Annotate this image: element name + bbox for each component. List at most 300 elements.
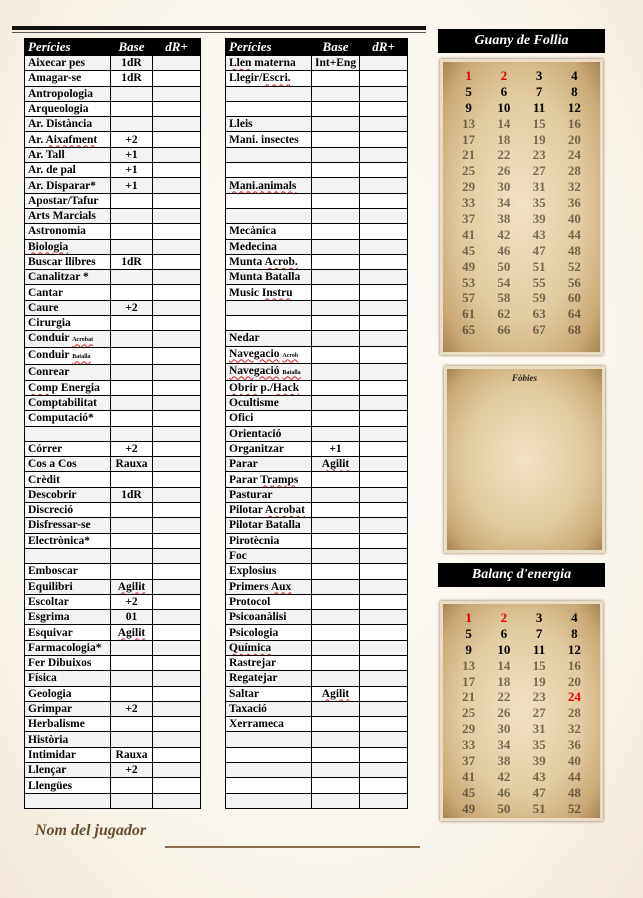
energy-box-3[interactable]: 3 — [535, 610, 543, 625]
skill-dr[interactable] — [153, 101, 201, 116]
sanity-box-5[interactable]: 5 — [465, 83, 472, 99]
energy-box-11[interactable]: 11 — [532, 641, 546, 657]
skill-base[interactable] — [312, 178, 360, 193]
skill-base[interactable] — [111, 426, 153, 441]
skill-dr[interactable] — [360, 518, 408, 533]
sanity-box-48[interactable]: 48 — [567, 242, 581, 258]
skill-base[interactable] — [312, 132, 360, 147]
energy-box-34[interactable]: 34 — [497, 737, 511, 753]
sanity-box-39[interactable]: 39 — [532, 211, 546, 227]
skill-base[interactable] — [312, 101, 360, 116]
skill-dr[interactable] — [153, 732, 201, 747]
energy-box-1[interactable]: 1 — [465, 610, 472, 625]
energy-box-24[interactable]: 24 — [567, 689, 581, 705]
sanity-box-59[interactable]: 59 — [532, 290, 546, 306]
energy-box-51[interactable]: 51 — [532, 800, 546, 816]
skill-base[interactable]: +1 — [111, 178, 153, 193]
skill-dr[interactable] — [153, 395, 201, 410]
skill-dr[interactable] — [153, 132, 201, 147]
skill-base[interactable] — [312, 763, 360, 778]
skill-base[interactable] — [312, 518, 360, 533]
skill-base[interactable] — [111, 380, 153, 395]
sanity-box-67[interactable]: 67 — [532, 322, 546, 338]
skill-dr[interactable] — [360, 732, 408, 747]
skill-dr[interactable] — [153, 380, 201, 395]
skill-dr[interactable] — [360, 793, 408, 808]
skill-base[interactable] — [312, 254, 360, 269]
skill-dr[interactable] — [360, 487, 408, 502]
skill-dr[interactable] — [153, 778, 201, 793]
skill-base[interactable] — [312, 533, 360, 548]
skill-base[interactable] — [312, 747, 360, 762]
skill-base[interactable] — [111, 117, 153, 132]
skill-dr[interactable] — [153, 117, 201, 132]
skill-dr[interactable] — [360, 117, 408, 132]
skill-base[interactable] — [111, 270, 153, 285]
skill-dr[interactable] — [153, 763, 201, 778]
skill-dr[interactable] — [153, 579, 201, 594]
sanity-box-13[interactable]: 13 — [462, 115, 476, 131]
sanity-box-24[interactable]: 24 — [567, 147, 581, 163]
energy-box-40[interactable]: 40 — [567, 753, 581, 769]
sanity-box-20[interactable]: 20 — [567, 131, 581, 147]
skill-dr[interactable] — [360, 503, 408, 518]
skill-dr[interactable] — [360, 594, 408, 609]
energy-box-15[interactable]: 15 — [532, 657, 546, 673]
sanity-box-7[interactable]: 7 — [535, 83, 543, 99]
skill-base[interactable] — [111, 655, 153, 670]
skill-base[interactable] — [312, 793, 360, 808]
skill-base[interactable] — [312, 732, 360, 747]
energy-box-12[interactable]: 12 — [567, 641, 581, 657]
skill-base[interactable] — [312, 363, 360, 380]
sanity-box-14[interactable]: 14 — [497, 115, 511, 131]
skill-base[interactable] — [312, 610, 360, 625]
sanity-box-47[interactable]: 47 — [532, 242, 546, 258]
skill-base[interactable]: +2 — [111, 132, 153, 147]
energy-box-39[interactable]: 39 — [532, 753, 546, 769]
energy-box-33[interactable]: 33 — [462, 737, 476, 753]
energy-box-10[interactable]: 10 — [497, 641, 511, 657]
skill-base[interactable] — [312, 548, 360, 563]
skill-base[interactable]: Agilit — [111, 625, 153, 640]
skill-dr[interactable] — [360, 426, 408, 441]
skill-base[interactable]: 1dR — [111, 56, 153, 71]
skill-base[interactable]: Agilit — [312, 457, 360, 472]
sanity-box-60[interactable]: 60 — [567, 290, 581, 306]
skill-dr[interactable] — [360, 56, 408, 71]
skill-dr[interactable] — [360, 254, 408, 269]
skill-dr[interactable] — [153, 270, 201, 285]
skill-base[interactable] — [312, 316, 360, 331]
skill-dr[interactable] — [153, 594, 201, 609]
skill-base[interactable] — [312, 163, 360, 178]
sanity-box-56[interactable]: 56 — [567, 274, 581, 290]
sanity-box-3[interactable]: 3 — [535, 68, 543, 83]
skill-dr[interactable] — [360, 441, 408, 456]
skill-base[interactable]: 1dR — [111, 71, 153, 86]
skill-dr[interactable] — [360, 163, 408, 178]
skill-base[interactable] — [111, 518, 153, 533]
sanity-box-9[interactable]: 9 — [465, 99, 472, 115]
skill-dr[interactable] — [153, 671, 201, 686]
skill-base[interactable] — [312, 564, 360, 579]
skill-dr[interactable] — [360, 224, 408, 239]
skill-dr[interactable] — [360, 640, 408, 655]
skill-base[interactable] — [312, 701, 360, 716]
skill-base[interactable] — [111, 101, 153, 116]
skill-dr[interactable] — [153, 793, 201, 808]
sanity-box-18[interactable]: 18 — [497, 131, 511, 147]
sanity-box-27[interactable]: 27 — [532, 163, 546, 179]
skill-dr[interactable] — [153, 56, 201, 71]
skill-dr[interactable] — [360, 363, 408, 380]
skill-base[interactable] — [312, 380, 360, 395]
skill-base[interactable] — [312, 655, 360, 670]
sanity-box-19[interactable]: 19 — [532, 131, 546, 147]
sanity-box-12[interactable]: 12 — [567, 99, 581, 115]
skill-base[interactable] — [111, 640, 153, 655]
skill-dr[interactable] — [153, 686, 201, 701]
skill-base[interactable] — [312, 331, 360, 346]
skill-dr[interactable] — [360, 778, 408, 793]
energy-box-41[interactable]: 41 — [462, 768, 476, 784]
energy-box-29[interactable]: 29 — [462, 721, 476, 737]
skill-dr[interactable] — [153, 487, 201, 502]
energy-box-9[interactable]: 9 — [465, 641, 472, 657]
sanity-box-52[interactable]: 52 — [567, 258, 581, 274]
sanity-box-63[interactable]: 63 — [532, 306, 546, 322]
skill-base[interactable] — [312, 487, 360, 502]
sanity-box-43[interactable]: 43 — [532, 226, 546, 242]
energy-box-26[interactable]: 26 — [497, 705, 511, 721]
skill-dr[interactable] — [360, 717, 408, 732]
sanity-box-11[interactable]: 11 — [532, 99, 546, 115]
skill-base[interactable] — [312, 640, 360, 655]
skill-base[interactable] — [111, 239, 153, 254]
skill-dr[interactable] — [360, 132, 408, 147]
energy-box-5[interactable]: 5 — [465, 625, 472, 641]
energy-box-25[interactable]: 25 — [462, 705, 476, 721]
skill-dr[interactable] — [360, 331, 408, 346]
skill-base[interactable]: Int+Eng — [312, 56, 360, 71]
skill-base[interactable] — [111, 548, 153, 563]
skill-base[interactable]: +2 — [111, 300, 153, 315]
skill-dr[interactable] — [360, 285, 408, 300]
skill-dr[interactable] — [153, 548, 201, 563]
energy-box-20[interactable]: 20 — [567, 673, 581, 689]
skill-dr[interactable] — [360, 71, 408, 86]
skill-dr[interactable] — [360, 411, 408, 426]
sanity-box-64[interactable]: 64 — [567, 306, 581, 322]
skill-dr[interactable] — [360, 147, 408, 162]
skill-dr[interactable] — [360, 395, 408, 410]
energy-box-17[interactable]: 17 — [462, 673, 476, 689]
sanity-box-25[interactable]: 25 — [462, 163, 476, 179]
skill-base[interactable] — [111, 793, 153, 808]
skill-base[interactable]: +1 — [111, 147, 153, 162]
sanity-box-36[interactable]: 36 — [567, 195, 581, 211]
sanity-box-54[interactable]: 54 — [497, 274, 511, 290]
energy-box-6[interactable]: 6 — [500, 625, 508, 641]
skill-base[interactable] — [312, 71, 360, 86]
skill-dr[interactable] — [360, 472, 408, 487]
skill-base[interactable] — [111, 395, 153, 410]
skill-base[interactable] — [312, 224, 360, 239]
skill-dr[interactable] — [153, 747, 201, 762]
sanity-box-28[interactable]: 28 — [567, 163, 581, 179]
energy-box-4[interactable]: 4 — [571, 610, 578, 625]
skill-dr[interactable] — [153, 717, 201, 732]
skill-base[interactable] — [111, 365, 153, 380]
skill-dr[interactable] — [153, 178, 201, 193]
skill-dr[interactable] — [153, 640, 201, 655]
sanity-box-34[interactable]: 34 — [497, 195, 511, 211]
skill-dr[interactable] — [360, 548, 408, 563]
skill-base[interactable] — [312, 239, 360, 254]
skill-dr[interactable] — [153, 457, 201, 472]
skill-dr[interactable] — [153, 701, 201, 716]
skill-dr[interactable] — [153, 426, 201, 441]
energy-box-44[interactable]: 44 — [567, 768, 581, 784]
energy-box-45[interactable]: 45 — [462, 784, 476, 800]
sanity-box-50[interactable]: 50 — [497, 258, 511, 274]
sanity-box-32[interactable]: 32 — [567, 179, 581, 195]
skill-dr[interactable] — [360, 701, 408, 716]
skill-dr[interactable] — [360, 86, 408, 101]
skill-dr[interactable] — [153, 331, 201, 348]
energy-box-52[interactable]: 52 — [567, 800, 581, 816]
energy-box-21[interactable]: 21 — [462, 689, 476, 705]
skill-dr[interactable] — [360, 101, 408, 116]
skill-dr[interactable] — [153, 503, 201, 518]
skill-dr[interactable] — [360, 178, 408, 193]
skill-dr[interactable] — [360, 270, 408, 285]
energy-box-28[interactable]: 28 — [567, 705, 581, 721]
skill-dr[interactable] — [360, 625, 408, 640]
energy-box-8[interactable]: 8 — [571, 625, 578, 641]
skill-dr[interactable] — [153, 163, 201, 178]
skill-dr[interactable] — [153, 285, 201, 300]
energy-box-50[interactable]: 50 — [497, 800, 511, 816]
sanity-box-33[interactable]: 33 — [462, 195, 476, 211]
energy-box-42[interactable]: 42 — [497, 768, 511, 784]
skill-dr[interactable] — [153, 610, 201, 625]
skill-base[interactable] — [111, 331, 153, 348]
sanity-box-31[interactable]: 31 — [532, 179, 546, 195]
skill-base[interactable]: +2 — [111, 594, 153, 609]
energy-box-18[interactable]: 18 — [497, 673, 511, 689]
skill-base[interactable] — [111, 208, 153, 223]
skill-dr[interactable] — [153, 564, 201, 579]
skill-dr[interactable] — [360, 193, 408, 208]
skill-base[interactable]: +2 — [111, 701, 153, 716]
sanity-box-6[interactable]: 6 — [500, 83, 508, 99]
skill-dr[interactable] — [360, 300, 408, 315]
energy-box-49[interactable]: 49 — [462, 800, 476, 816]
energy-box-23[interactable]: 23 — [532, 689, 546, 705]
skill-base[interactable]: Rauxa — [111, 457, 153, 472]
energy-box-16[interactable]: 16 — [567, 657, 581, 673]
energy-box-46[interactable]: 46 — [497, 784, 511, 800]
skill-base[interactable] — [312, 193, 360, 208]
skill-base[interactable] — [312, 503, 360, 518]
skill-base[interactable] — [312, 117, 360, 132]
energy-box-37[interactable]: 37 — [462, 753, 476, 769]
skill-dr[interactable] — [360, 579, 408, 594]
energy-box-38[interactable]: 38 — [497, 753, 511, 769]
skill-base[interactable] — [111, 411, 153, 426]
energy-box-27[interactable]: 27 — [532, 705, 546, 721]
skill-base[interactable] — [111, 778, 153, 793]
skill-dr[interactable] — [360, 208, 408, 223]
sanity-box-61[interactable]: 61 — [462, 306, 476, 322]
energy-box-22[interactable]: 22 — [497, 689, 511, 705]
skill-dr[interactable] — [360, 763, 408, 778]
skill-base[interactable] — [312, 395, 360, 410]
sanity-box-41[interactable]: 41 — [462, 226, 476, 242]
skill-dr[interactable] — [153, 300, 201, 315]
skill-base[interactable] — [111, 224, 153, 239]
sanity-box-17[interactable]: 17 — [462, 131, 476, 147]
sanity-box-53[interactable]: 53 — [462, 274, 476, 290]
skill-base[interactable] — [312, 285, 360, 300]
sanity-box-15[interactable]: 15 — [532, 115, 546, 131]
energy-box-35[interactable]: 35 — [532, 737, 546, 753]
skill-dr[interactable] — [360, 747, 408, 762]
sanity-box-35[interactable]: 35 — [532, 195, 546, 211]
energy-box-47[interactable]: 47 — [532, 784, 546, 800]
skill-dr[interactable] — [360, 564, 408, 579]
sanity-box-40[interactable]: 40 — [567, 211, 581, 227]
skill-dr[interactable] — [360, 316, 408, 331]
energy-box-19[interactable]: 19 — [532, 673, 546, 689]
sanity-box-42[interactable]: 42 — [497, 226, 511, 242]
skill-base[interactable] — [111, 686, 153, 701]
skill-base[interactable] — [312, 472, 360, 487]
sanity-box-58[interactable]: 58 — [497, 290, 511, 306]
skill-base[interactable]: 01 — [111, 610, 153, 625]
sanity-box-4[interactable]: 4 — [571, 68, 578, 83]
skill-dr[interactable] — [153, 411, 201, 426]
skill-base[interactable]: +2 — [111, 763, 153, 778]
sanity-box-1[interactable]: 1 — [465, 68, 472, 83]
sanity-box-10[interactable]: 10 — [497, 99, 511, 115]
skill-dr[interactable] — [153, 348, 201, 365]
sanity-box-68[interactable]: 68 — [567, 322, 581, 338]
skill-dr[interactable] — [153, 472, 201, 487]
sanity-box-23[interactable]: 23 — [532, 147, 546, 163]
sanity-box-21[interactable]: 21 — [462, 147, 476, 163]
skill-base[interactable] — [312, 594, 360, 609]
skill-dr[interactable] — [360, 380, 408, 395]
skill-base[interactable] — [111, 717, 153, 732]
sanity-box-46[interactable]: 46 — [497, 242, 511, 258]
skill-base[interactable] — [312, 717, 360, 732]
skill-dr[interactable] — [360, 239, 408, 254]
sanity-box-62[interactable]: 62 — [497, 306, 511, 322]
sanity-box-16[interactable]: 16 — [567, 115, 581, 131]
skill-base[interactable]: 1dR — [111, 487, 153, 502]
skill-base[interactable] — [111, 285, 153, 300]
skill-dr[interactable] — [360, 533, 408, 548]
skill-base[interactable] — [312, 208, 360, 223]
skill-dr[interactable] — [153, 441, 201, 456]
skill-dr[interactable] — [153, 316, 201, 331]
skill-dr[interactable] — [153, 655, 201, 670]
skill-base[interactable] — [111, 732, 153, 747]
skill-base[interactable] — [312, 778, 360, 793]
sanity-box-30[interactable]: 30 — [497, 179, 511, 195]
skill-base[interactable] — [111, 348, 153, 365]
skill-base[interactable] — [312, 300, 360, 315]
skill-dr[interactable] — [153, 193, 201, 208]
skill-base[interactable] — [111, 671, 153, 686]
skill-base[interactable] — [111, 503, 153, 518]
skill-dr[interactable] — [360, 457, 408, 472]
sanity-box-57[interactable]: 57 — [462, 290, 476, 306]
skill-base[interactable] — [312, 625, 360, 640]
skill-base[interactable]: +1 — [111, 163, 153, 178]
skill-dr[interactable] — [153, 208, 201, 223]
sanity-box-8[interactable]: 8 — [571, 83, 578, 99]
player-name-line[interactable] — [165, 846, 420, 848]
skill-dr[interactable] — [153, 71, 201, 86]
skill-base[interactable] — [312, 426, 360, 441]
energy-box-43[interactable]: 43 — [532, 768, 546, 784]
skill-base[interactable]: Rauxa — [111, 747, 153, 762]
skill-base[interactable]: 1dR — [111, 254, 153, 269]
skill-base[interactable]: +1 — [312, 441, 360, 456]
sanity-box-37[interactable]: 37 — [462, 211, 476, 227]
sanity-box-65[interactable]: 65 — [462, 322, 476, 338]
skill-dr[interactable] — [360, 671, 408, 686]
skill-dr[interactable] — [153, 224, 201, 239]
skill-dr[interactable] — [360, 346, 408, 363]
skill-base[interactable] — [312, 147, 360, 162]
sanity-box-51[interactable]: 51 — [532, 258, 546, 274]
energy-box-2[interactable]: 2 — [500, 610, 508, 625]
energy-box-14[interactable]: 14 — [497, 657, 511, 673]
skill-dr[interactable] — [153, 518, 201, 533]
skill-base[interactable] — [312, 411, 360, 426]
skill-dr[interactable] — [153, 239, 201, 254]
skill-base[interactable] — [111, 564, 153, 579]
skill-dr[interactable] — [153, 254, 201, 269]
energy-box-30[interactable]: 30 — [497, 721, 511, 737]
skill-dr[interactable] — [360, 655, 408, 670]
skill-base[interactable] — [312, 346, 360, 363]
sanity-box-45[interactable]: 45 — [462, 242, 476, 258]
skill-dr[interactable] — [153, 625, 201, 640]
sanity-box-2[interactable]: 2 — [500, 68, 508, 83]
skill-base[interactable] — [111, 86, 153, 101]
energy-box-31[interactable]: 31 — [532, 721, 546, 737]
sanity-box-22[interactable]: 22 — [497, 147, 511, 163]
skill-base[interactable]: Agilit — [111, 579, 153, 594]
skill-base[interactable]: +2 — [111, 441, 153, 456]
skill-dr[interactable] — [153, 86, 201, 101]
energy-box-13[interactable]: 13 — [462, 657, 476, 673]
skill-base[interactable] — [111, 472, 153, 487]
skill-dr[interactable] — [153, 533, 201, 548]
energy-box-36[interactable]: 36 — [567, 737, 581, 753]
sanity-box-55[interactable]: 55 — [532, 274, 546, 290]
sanity-box-38[interactable]: 38 — [497, 211, 511, 227]
skill-base[interactable] — [312, 579, 360, 594]
sanity-box-29[interactable]: 29 — [462, 179, 476, 195]
skill-dr[interactable] — [360, 610, 408, 625]
